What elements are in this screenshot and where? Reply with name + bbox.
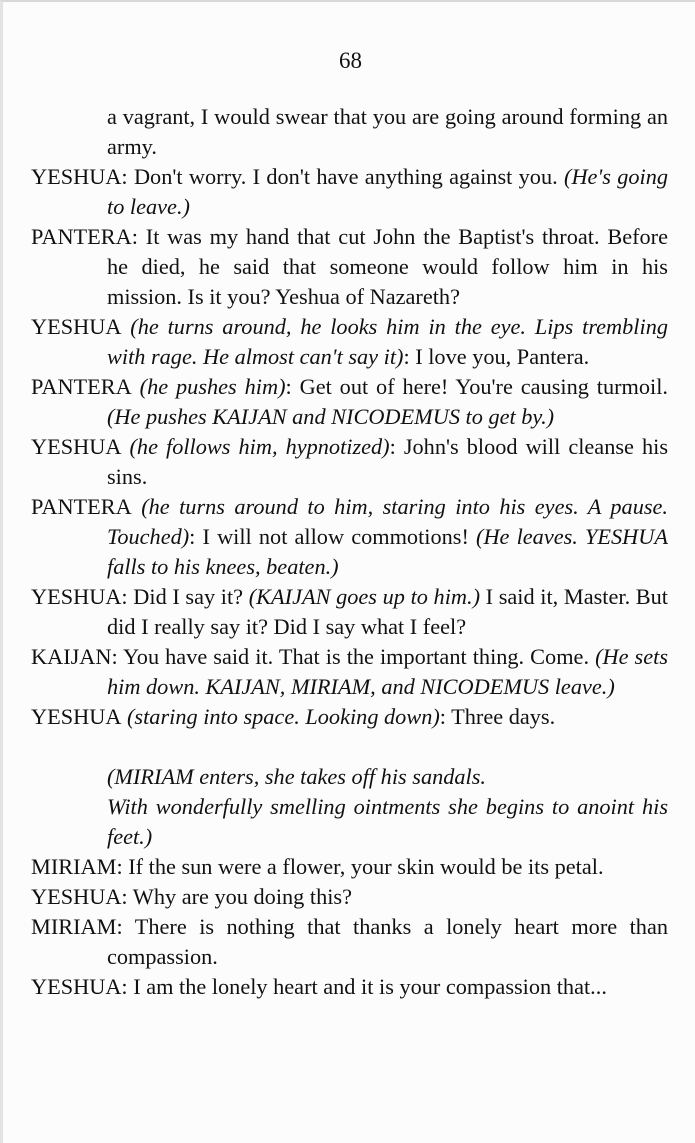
play-script	[31, 102, 668, 1002]
dialogue-text: You have said it. That is the important thing. Come.	[117, 644, 596, 669]
stage-direction: (He sets him down. KAIJAN, MIRIAM, and NICODEMUS leave.)	[107, 644, 668, 699]
dialogue-text: I am the lonely heart and it is your compassion that...	[127, 974, 607, 999]
dialogue-text: Don't worry. I don't have anything against you.	[127, 164, 565, 189]
dialogue-text: Why are you doing this?	[127, 884, 352, 909]
dialogue-text: If the sun were a flower, your skin would be its petal.	[122, 854, 604, 879]
speaker-name: PANTERA	[31, 494, 132, 519]
stage-direction: (He leaves. YESHUA falls to his knees, beaten.)	[107, 524, 668, 579]
stage-direction: (He's going to leave.)	[107, 164, 669, 219]
script-line	[31, 792, 668, 852]
stage-direction: (he follows him, hypnotized)	[121, 434, 390, 459]
dialogue-text: : John's blood will cleanse his sins.	[107, 434, 668, 489]
dialogue-text: : Three days.	[439, 704, 556, 729]
speaker-name: YESHUA:	[31, 974, 128, 999]
script-line	[31, 852, 668, 882]
stage-direction: (KAIJAN goes up to him.)	[248, 584, 480, 609]
dialogue-text: It was my hand that cut John the Baptist's throat. Before he died, he said that someone would follow him in his mission. Is it you? Yeshua of Nazareth?	[107, 224, 668, 309]
stage-direction: (he turns around to him, staring into his eyes. A pause. Touched)	[107, 494, 668, 549]
speaker-name: MIRIAM:	[31, 914, 123, 939]
script-line	[31, 432, 668, 492]
speaker-name: YESHUA	[31, 314, 122, 339]
speaker-name: KAIJAN:	[31, 644, 118, 669]
dialogue-text: There is nothing that thanks a lonely heart more than compassion.	[107, 914, 668, 969]
dialogue-text: I said it, Master. But did I really say it? Did I say what I feel?	[107, 584, 669, 639]
script-line	[31, 372, 668, 432]
script-line	[31, 972, 668, 1002]
dialogue-text: : I love you, Pantera.	[403, 344, 590, 369]
script-line	[31, 912, 668, 972]
script-line	[31, 312, 668, 372]
speaker-name: PANTERA	[31, 374, 132, 399]
stage-direction: With wonderfully smelling ointments she begins to anoint his feet.)	[107, 794, 668, 849]
stage-direction: (staring into space. Looking down)	[121, 704, 440, 729]
dialogue-text: : Get out of here! You're causing turmoil.	[285, 374, 668, 399]
stage-direction: (he turns around, he looks him in the eye. Lips trembling with rage. He almost can't say it)	[107, 314, 668, 369]
script-line	[31, 222, 668, 312]
dialogue-text: Did I say it?	[127, 584, 249, 609]
script-line	[31, 642, 668, 702]
speaker-name: YESHUA	[31, 704, 122, 729]
speaker-name: YESHUA:	[31, 164, 128, 189]
speaker-name: MIRIAM:	[31, 854, 123, 879]
speaker-name: YESHUA:	[31, 584, 128, 609]
stage-direction: (he pushes him)	[131, 374, 286, 399]
page-number: 68	[339, 48, 362, 73]
script-line	[31, 492, 668, 582]
dialogue-text: a vagrant, I would swear that you are going around forming an army.	[107, 104, 668, 159]
script-line	[31, 702, 668, 732]
script-line	[31, 102, 668, 162]
stage-direction: (MIRIAM enters, she takes off his sandals.	[107, 764, 486, 789]
speaker-name: YESHUA:	[31, 884, 128, 909]
stage-direction: (He pushes KAIJAN and NICODEMUS to get by.)	[107, 404, 555, 429]
script-line	[31, 162, 668, 222]
script-line	[31, 762, 668, 792]
speaker-name: PANTERA:	[31, 224, 138, 249]
script-line	[31, 582, 668, 642]
script-line	[31, 882, 668, 912]
dialogue-text: : I will not allow commotions!	[189, 524, 477, 549]
speaker-name: YESHUA	[31, 434, 122, 459]
